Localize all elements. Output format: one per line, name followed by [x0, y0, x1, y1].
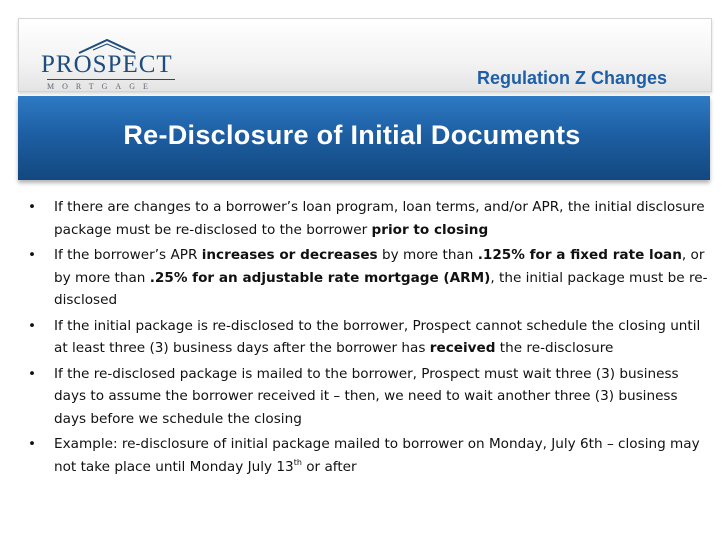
- prospect-mortgage-logo: [41, 41, 191, 89]
- bullet-text: Example: re-disclosure of initial package mailed to borrower on Monday, July 6th – closing may not take place until Monday July 13: [54, 436, 700, 475]
- bullet-item: [28, 244, 708, 312]
- bullet-text: If the borrower’s APR: [54, 247, 202, 263]
- bullet-item: [28, 363, 708, 431]
- slide-title-wrap: [18, 120, 710, 151]
- slide-title: Re-Disclosure of Initial Documents: [123, 120, 581, 150]
- bullet-text: If the re-disclosed package is mailed to the borrower, Prospect must wait three (3) business days to assume the borrower received it – then, we need to wait another three (3) business days before we schedule the closing: [54, 365, 679, 427]
- title-banner: [18, 96, 710, 180]
- bullet-glyph: •: [28, 436, 37, 452]
- ordinal-suffix: th: [293, 457, 302, 467]
- bullet-emphasis: prior to closing: [371, 221, 489, 238]
- bullet-glyph: •: [28, 317, 37, 334]
- logo-subtitle: MORTGAGE: [47, 82, 156, 91]
- bullet-text: If there are changes to a borrower’s loan program, loan terms, and/or APR, the initial disclosure package must be re-disclosed to the borrower: [54, 199, 705, 238]
- bullet-text: , the initial package must be re-disclosed: [54, 269, 708, 308]
- bullet-text: by more than: [377, 247, 478, 263]
- bullet-glyph: •: [28, 365, 37, 382]
- bullet-text: or after: [301, 458, 357, 475]
- bullet-item: [28, 315, 708, 360]
- logo-divider: [47, 79, 175, 91]
- bullet-list: [28, 196, 708, 481]
- bullet-item: [28, 196, 708, 241]
- bullet-emphasis: .125% for a fixed rate loan: [477, 247, 682, 263]
- header-bar: [18, 18, 712, 92]
- bullet-text: the re-disclosure: [495, 340, 614, 356]
- bullet-emphasis: received: [429, 340, 496, 356]
- bullet-emphasis: .25% for an adjustable rate mortgage (ARM): [149, 269, 491, 286]
- bullet-text: If the initial package is re-disclosed to the borrower, Prospect cannot schedule the closing until at least three (3) business days after the borrower has: [54, 317, 701, 356]
- logo-name: PROSPECT: [41, 51, 173, 78]
- section-title: Regulation Z Changes: [476, 68, 667, 88]
- bullet-text: , or by more than: [54, 247, 705, 286]
- bullet-glyph: •: [28, 247, 37, 263]
- bullet-item: [28, 433, 708, 478]
- bullet-emphasis: increases or decreases: [201, 247, 378, 263]
- bullet-glyph: •: [28, 199, 37, 215]
